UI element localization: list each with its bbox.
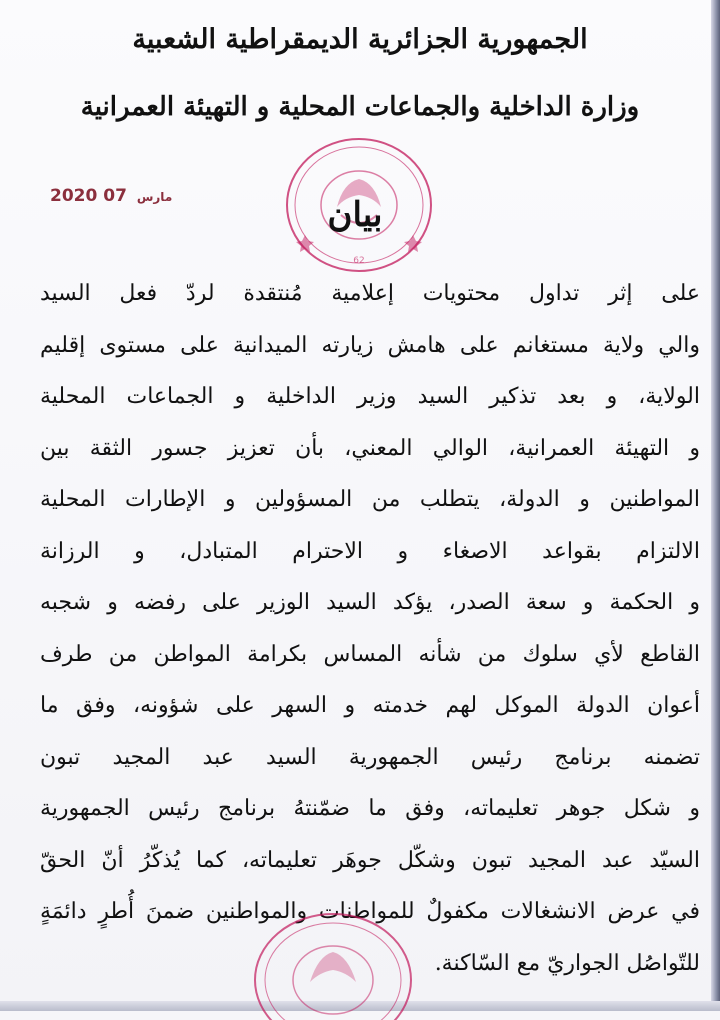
date-stamp <box>50 186 176 206</box>
date-year: 2020 <box>50 186 98 206</box>
body-line: على إثر تداول محتويات إعلامية مُنتقدة لردّ فعل السيد <box>40 281 700 306</box>
body-line: السيّد عبد المجيد تبون وشكّل جوهَر تعليماته، كما يُذكّرُ أنّ الحقّ <box>40 847 700 873</box>
date-month: مارس <box>136 190 173 204</box>
bottom-seal-icon <box>248 910 418 1020</box>
body-line: و التهيئة العمرانية، الوالي المعني، بأن تعزيز جسور الثقة بين <box>40 435 700 461</box>
svg-text:62: 62 <box>353 256 365 266</box>
date-day: 07 <box>103 186 127 206</box>
body-line: و شكل جوهر تعليماته، وفق ما ضمّنتهُ برنامج رئيس الجمهورية <box>40 796 700 821</box>
body-line: المواطنين و الدولة، يتطلب من المسؤولين و الإطارات المحلية <box>40 487 700 512</box>
body-line: للتّواصُل الجواريّ مع السّاكنة. <box>434 950 700 976</box>
body-line: الولاية، و بعد تذكير السيد وزير الداخلية و الجماعات المحلية <box>40 384 700 409</box>
ministry-heading: وزارة الداخلية والجماعات المحلية و التهيئة العمرانية <box>80 92 640 122</box>
document-title: بيان <box>327 195 383 235</box>
statement-body <box>40 268 700 989</box>
republic-heading: الجمهورية الجزائرية الديمقراطية الشعبية <box>132 24 588 55</box>
body-line: تضمنه برنامج رئيس الجمهورية السيد عبد المجيد تبون <box>40 744 700 770</box>
body-line: الالتزام بقواعد الاصغاء و الاحترام المتبادل، و الرزانة <box>40 538 700 564</box>
body-line: و الحكمة و سعة الصدر، يؤكد السيد الوزير على رفضه و شجبه <box>40 590 700 615</box>
body-line: القاطع لأي سلوك من شأنه المساس بكرامة المواطن من طرف <box>40 641 700 667</box>
body-line: والي ولاية مستغانم على هامش زيارته الميدانية على مستوى إقليم <box>40 332 700 358</box>
body-line: أعوان الدولة الموكل لهم خدمته و السهر على شؤونه، وفق ما <box>40 693 700 718</box>
page-edge-right <box>711 0 720 1011</box>
body-line: في عرض الانشغالات مكفولٌ للمواطنات والمواطنين ضمنَ أُطرٍ دائمَةٍ <box>40 899 700 924</box>
